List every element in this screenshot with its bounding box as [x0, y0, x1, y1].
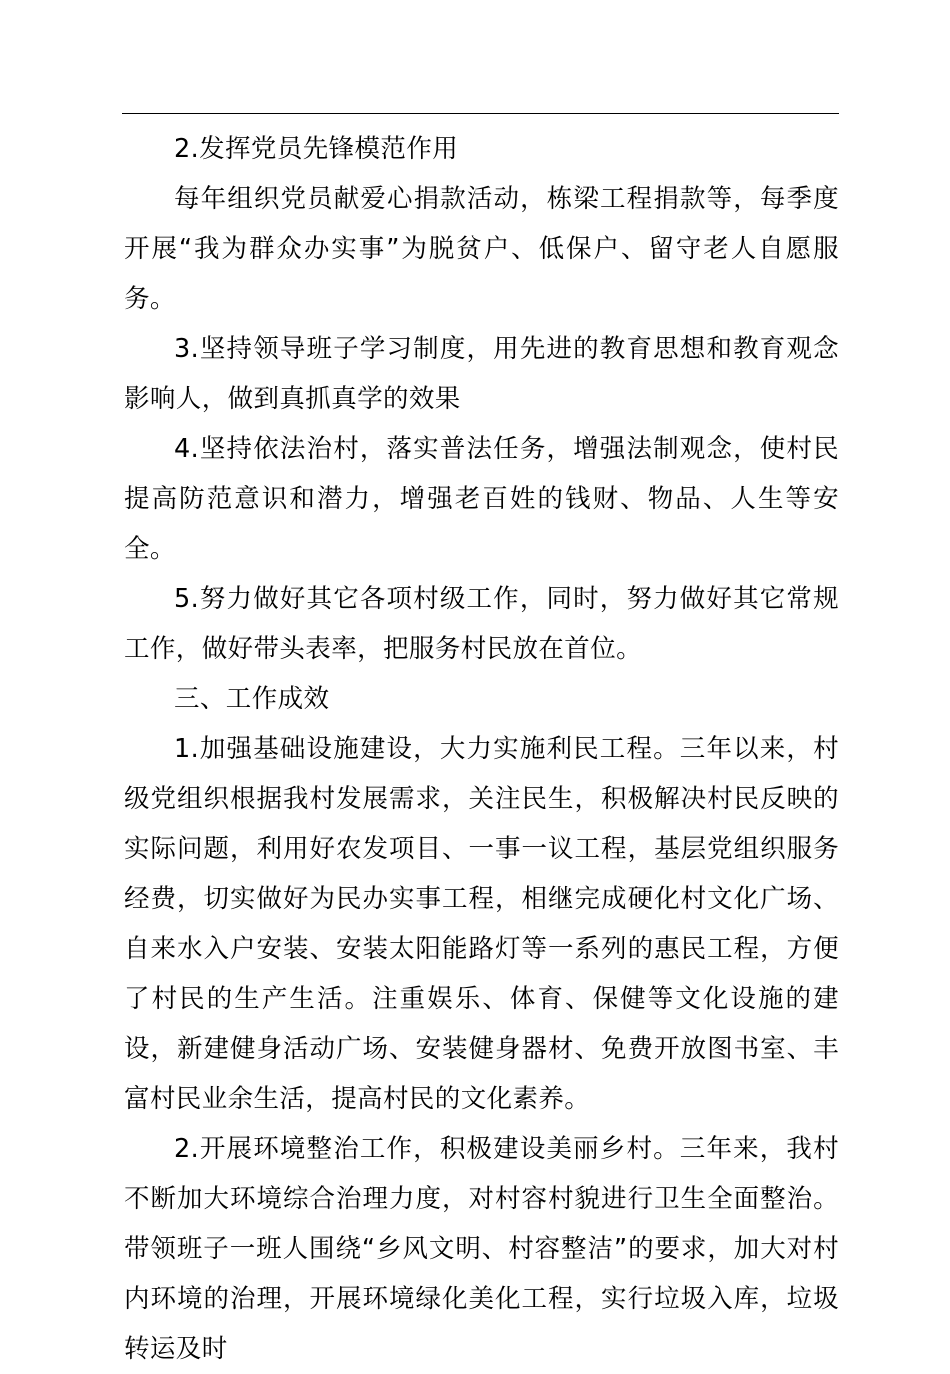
header-rule [122, 113, 839, 114]
paragraph-infrastructure: 1.加强基础设施建设，大力实施利民工程。三年以来，村级党组织根据我村发展需求，关注民生，积极解决村民反映的实际问题，利用好农发项目、一事一议工程，基层党组织服务经费，切实做好为民办实事工程，相继完成硬化村文化广场、自来水入户安装、安装太阳能路灯等一系列的惠民工程，方便了村民的生产生活。注重娱乐、体育、保健等文化设施的建设，新建健身活动广场、安装健身器材、免费开放图书室、丰富村民业余生活，提高村民的文化素养。 [124, 734, 839, 1114]
section-heading-achievements: 三、工作成效 [174, 684, 330, 714]
paragraph-study-system: 3.坚持领导班子学习制度，用先进的教育思想和教育观念影响人，做到真抓真学的效果 [124, 334, 839, 414]
document-body [124, 124, 839, 1374]
paragraph-rule-of-law: 4.坚持依法治村，落实普法任务，增强法制观念，使村民提高防范意识和潜力，增强老百姓的钱财、物品、人生等安全。 [124, 434, 839, 564]
paragraph-donation-activities: 每年组织党员献爱心捐款活动，栋梁工程捐款等，每季度开展“我为群众办实事”为脱贫户、低保户、留守老人自愿服务。 [124, 184, 839, 314]
heading-party-member-role: 2.发挥党员先锋模范作用 [174, 134, 459, 164]
paragraph-environment: 2.开展环境整治工作，积极建设美丽乡村。三年来，我村不断加大环境综合治理力度，对村容村貌进行卫生全面整治。带领班子一班人围绕“乡风文明、村容整洁”的要求，加大对村内环境的治理，开展环境绿化美化工程，实行垃圾入库，垃圾转运及时 [124, 1134, 839, 1364]
paragraph-village-work: 5.努力做好其它各项村级工作，同时，努力做好其它常规工作，做好带头表率，把服务村民放在首位。 [124, 584, 839, 664]
